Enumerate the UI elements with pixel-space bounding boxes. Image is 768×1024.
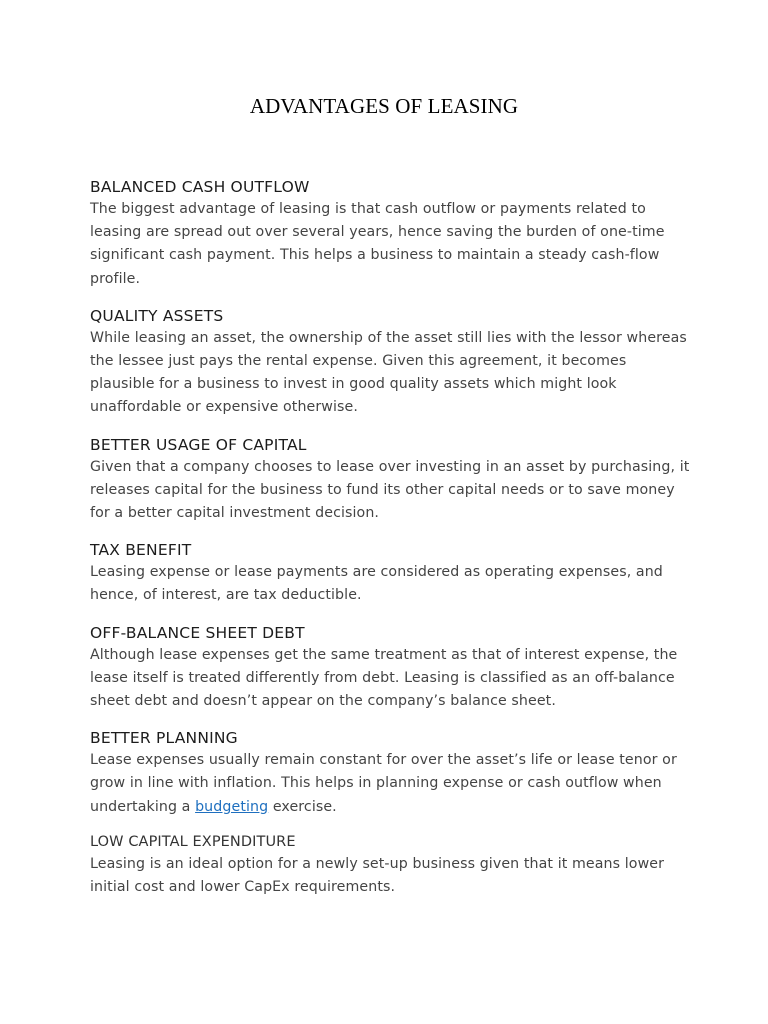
section-heading: QUALITY ASSETS	[90, 306, 224, 325]
section-off-balance-sheet-debt	[90, 622, 690, 714]
section-body-text: exercise.	[268, 798, 337, 815]
section-body	[90, 749, 690, 819]
section-heading: OFF-BALANCE SHEET DEBT	[90, 623, 305, 642]
section-body: While leasing an asset, the ownership of the asset still lies with the lessor whereas the lessee just pays the rental expense. Given this agreement, it becomes plausible for a business to invest in good quality assets which might look unaffordable or expensive otherwise.	[90, 329, 687, 416]
section-low-capital-expenditure	[90, 831, 690, 899]
section-body: Leasing is an ideal option for a newly set-up business given that it means lower initial cost and lower CapEx requirements.	[90, 855, 665, 896]
section-heading: BETTER USAGE OF CAPITAL	[90, 435, 307, 454]
section-body: Leasing expense or lease payments are considered as operating expenses, and hence, of interest, are tax deductible.	[90, 564, 663, 604]
section-heading: BALANCED CASH OUTFLOW	[90, 178, 310, 196]
section-body: Although lease expenses get the same treatment as that of interest expense, the lease itself is treated differently from debt. Leasing is classified as an off-balance sheet debt and doesn’t appear on the company’s balance sheet.	[90, 646, 678, 710]
document-body	[90, 176, 690, 899]
section-better-usage-of-capital	[90, 434, 690, 526]
section-body-text: Lease expenses usually remain constant for over the asset’s life or lease tenor or grow in line with inflation. This helps in planning expense or cash outflow when undertaking a	[90, 752, 677, 815]
section-balanced-cash-outflow	[90, 176, 690, 291]
section-heading: TAX BENEFIT	[90, 541, 192, 560]
budgeting-link[interactable]: budgeting	[195, 798, 269, 815]
section-better-planning	[90, 727, 690, 819]
section-body: Given that a company chooses to lease over investing in an asset by purchasing, it releases capital for the business to fund its other capital needs or to save money for a better capital investment decision.	[90, 458, 690, 522]
section-tax-benefit	[90, 539, 690, 607]
section-heading: LOW CAPITAL EXPENDITURE	[90, 833, 296, 850]
document-title: ADVANTAGES OF LEASING	[249, 94, 519, 118]
section-body: The biggest advantage of leasing is that cash outflow or payments related to leasing are spread out over several years, hence saving the burden of one-time significant cash payment. This helps a business to maintain a steady cash-flow profile.	[90, 201, 665, 287]
section-quality-assets	[90, 305, 690, 420]
section-heading: BETTER PLANNING	[90, 729, 238, 748]
